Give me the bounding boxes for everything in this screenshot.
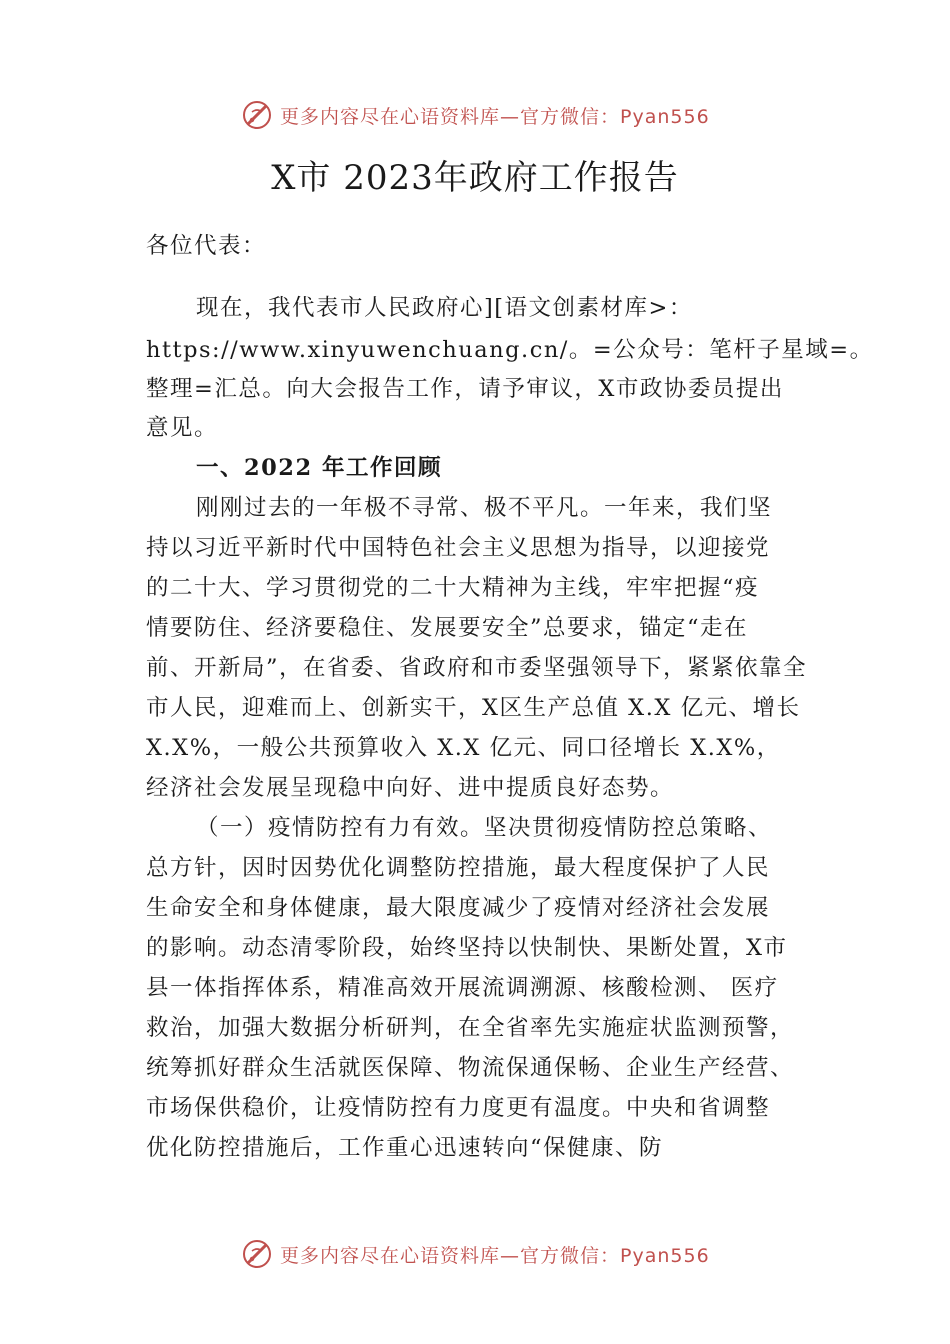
- paragraph-line: 情要防住、经济要稳住、发展要安全”总要求，锚定“走在: [146, 615, 749, 641]
- paragraph-line: 县一体指挥体系，精准高效开展流调溯源、核酸检测、 医疗: [146, 975, 779, 1001]
- watermark-banner-top: [240, 98, 760, 132]
- document-title: X市 2023年政府工作报告: [271, 158, 679, 198]
- paragraph-line: 刚刚过去的一年极不寻常、极不平凡。一年来，我们坚: [196, 495, 773, 521]
- watermark-text: 更多内容尽在心语资料库—官方微信：Pyan556: [280, 1244, 710, 1267]
- paragraph-line: [196, 810, 772, 842]
- paragraph-line: 的影响。动态清零阶段，始终坚持以快制快、果断处置，X市: [146, 935, 788, 961]
- intro-line: 整理=汇总。向大会报告工作，请予审议，X市政协委员提出: [146, 376, 784, 402]
- pen-logo-icon: [240, 98, 274, 132]
- watermark-text: 更多内容尽在心语资料库—官方微信：Pyan556: [280, 105, 710, 128]
- intro-line: 意见。: [146, 415, 219, 441]
- subsection-lead: （一）疫情防控有力有效。: [196, 815, 485, 841]
- paragraph-line: 生命安全和身体健康，最大限度减少了疫情对经济社会发展: [146, 895, 771, 921]
- paragraph-line: 总方针，因时因势优化调整防控措施，最大程度保护了人民: [146, 855, 771, 881]
- paragraph-line: 统筹抓好群众生活就医保障、物流保通保畅、企业生产经营、: [146, 1055, 795, 1081]
- paragraph-line: 救治，加强大数据分析研判，在全省率先实施症状监测预警，: [146, 1015, 795, 1041]
- paragraph-line: X.X%，一般公共预算收入 X.X 亿元、同口径增长 X.X%，: [146, 735, 781, 761]
- paragraph-line: 经济社会发展呈现稳中向好、进中提质良好态势。: [146, 775, 675, 801]
- paragraph-text: 坚决贯彻疫情防控总策略、: [484, 815, 773, 841]
- intro-line: https://www.xinyuwenchuang.cn/。=公众号：笔杆子星域=。: [146, 337, 874, 363]
- paragraph-line: 市人民，迎难而上、创新实干，X区生产总值 X.X 亿元、增长: [146, 695, 801, 721]
- paragraph-line: 持以习近平新时代中国特色社会主义思想为指导，以迎接党: [146, 535, 771, 561]
- paragraph-line: 前、开新局”，在省委、省政府和市委坚强领导下，紧紧依靠全: [146, 655, 808, 681]
- salutation: 各位代表：: [146, 233, 267, 259]
- intro-line: 现在，我代表市人民政府心][语文创素材库>：: [196, 295, 693, 321]
- paragraph-line: 的二十大、学习贯彻党的二十大精神为主线，牢牢把握“疫: [146, 575, 760, 601]
- pen-logo-icon: [240, 1237, 274, 1271]
- watermark-banner-bottom: [240, 1237, 760, 1271]
- paragraph-line: 市场保供稳价，让疫情防控有力度更有温度。中央和省调整: [146, 1095, 771, 1121]
- paragraph-line: 优化防控措施后，工作重心迅速转向“保健康、防: [146, 1135, 664, 1161]
- section-heading: 一、2022 年工作回顾: [196, 455, 442, 481]
